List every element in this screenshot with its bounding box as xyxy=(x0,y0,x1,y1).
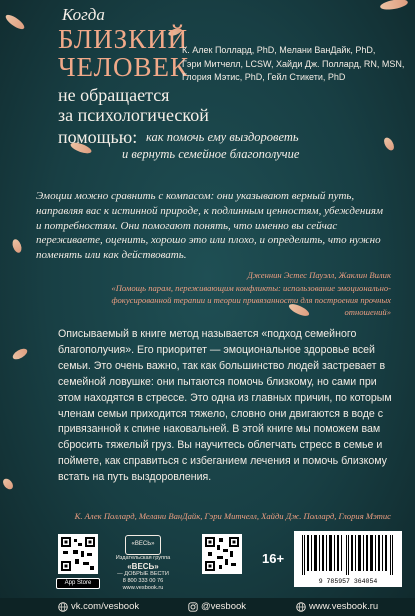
petal-decoration xyxy=(379,0,408,11)
qr-code-icon xyxy=(205,537,239,571)
epigraph-quote: Эмоции можно сравнить с компасом: они указывают верный путь, направляя вас к истинной природе, к подлинным ценностям, убеждениям и потребностям. Они помогают понять, что именно вы сейчас переживаете, оценить, хорошо это или плохо, и определить, что нужно поменять или как действовать. xyxy=(36,190,383,262)
footer-vk-label: vk.com/vesbook xyxy=(71,601,140,612)
title-line-3: не обращается xyxy=(58,85,170,105)
publisher-site: www.vesbook.ru xyxy=(122,585,164,591)
publisher-name: «ВЕСЬ» xyxy=(127,562,159,571)
footer-website-label: www.vesbook.ru xyxy=(309,601,379,612)
barcode-number: 9 785957 364054 xyxy=(318,578,378,585)
instagram-icon xyxy=(188,602,198,612)
qr-code-icon xyxy=(61,537,95,571)
petal-decoration xyxy=(382,136,396,152)
publisher-phone: 8 800 333 00 76 xyxy=(122,578,164,584)
author-line: Глория Мэтис, PhD, Гейл Стикети, PhD xyxy=(182,72,346,82)
petal-decoration xyxy=(11,347,29,362)
globe-icon xyxy=(58,602,68,612)
publisher-group-label: Издательская группа xyxy=(115,555,171,561)
footer-instagram-link[interactable] xyxy=(188,601,246,612)
footer-website-link[interactable] xyxy=(296,601,378,612)
book-description: Описываемый в книге метод называется «подход семейного благополучия». Его приоритет — эмоциональное здоровье всей семьи. Это очень важно, так как большинство людей застревает в семейной ловушке: они пытаются помочь близкому, но сами при этом находятся в стрессе. Это одна из главных причин, по которым членам семьи приходится тяжело, словно они двигаются в воде с привязанной к спине наковальней. В этой книге мы поможем вам сбросить тяжелый груз. Вы научитесь облегчать стресс в семье и поймете, как справиться с избеганием лечения и помочь близкому встать на путь выздоровления. xyxy=(58,328,392,484)
description-signature: К. Алек Поллард, Мелани ВанДайк, Гэри Митчелл, Хайди Дж. Поллард, Глория Мэтис xyxy=(74,511,391,521)
subtitle-line-2: и вернуть семейное благополучие xyxy=(122,147,300,161)
title-line-5: помощью: xyxy=(58,127,138,147)
qr-code-site[interactable] xyxy=(202,534,242,574)
title-line-1: БЛИЗКИЙ xyxy=(58,24,189,54)
globe-icon xyxy=(296,602,306,612)
footer-vk-link[interactable] xyxy=(58,601,139,612)
subtitle-line-1: как помочь ему выздороветь xyxy=(146,130,299,144)
authors-list xyxy=(182,44,410,85)
footer-instagram-label: @vesbook xyxy=(201,601,247,612)
author-line: К. Алек Поллард, PhD, Мелани ВанДайк, PhD, xyxy=(182,45,376,55)
publisher-logo-name: «ВЕСЬ» xyxy=(131,541,155,547)
author-line: Гэри Митчелл, LCSW, Хайди Дж. Поллард, RN, MSN, xyxy=(182,58,405,69)
title-kogda: Когда xyxy=(62,5,105,24)
title-line-4: за психологической xyxy=(58,105,209,125)
app-store-badge[interactable]: App Store xyxy=(56,578,100,589)
petal-decoration xyxy=(4,12,27,31)
isbn-barcode xyxy=(294,531,402,587)
age-rating-badge: 16+ xyxy=(262,551,285,566)
title-line-2: ЧЕЛОВЕК xyxy=(58,52,190,82)
petal-decoration xyxy=(1,477,15,491)
quote-author: Дженнин Эстес Пауэлл, Жаклин Вилик xyxy=(247,270,391,280)
publisher-tagline: — ДОБРЫЕ ВЕСТИ xyxy=(117,571,169,577)
barcode-bars xyxy=(294,531,402,577)
quote-source: «Помощь парам, переживающим конфликты: использование эмоционально-фокусированной терапии и теории привязанности для построения прочных отношений» xyxy=(111,283,391,317)
publisher-logo xyxy=(125,535,161,555)
footer-bar xyxy=(0,598,415,616)
qr-code-app[interactable] xyxy=(58,534,98,574)
petal-decoration xyxy=(11,238,23,254)
publisher-block xyxy=(100,535,186,592)
